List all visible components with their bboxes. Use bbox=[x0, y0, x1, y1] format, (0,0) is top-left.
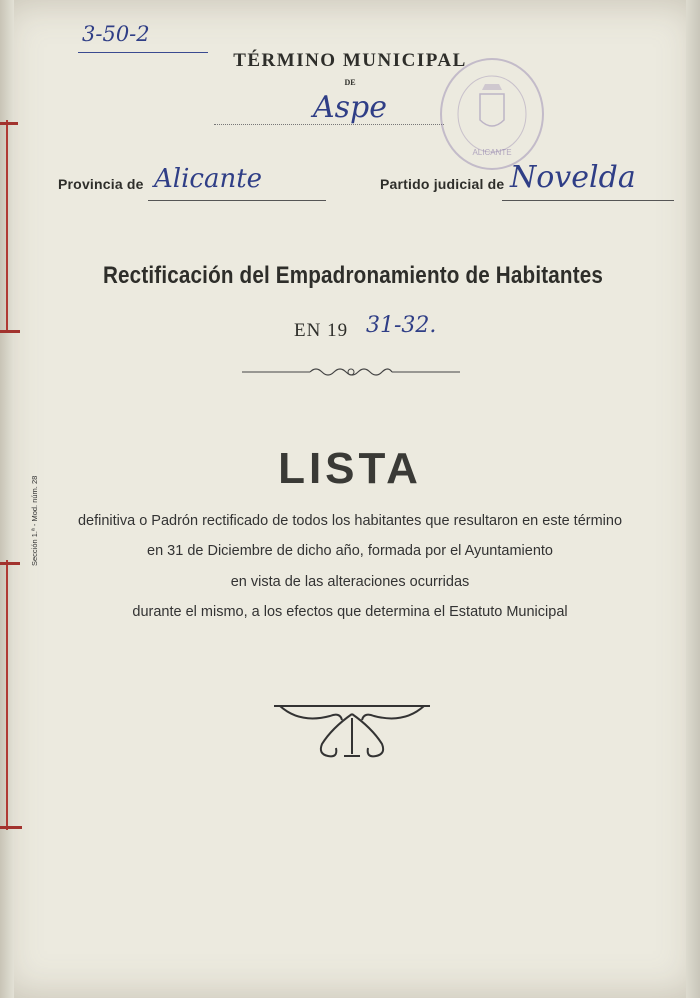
header-title: TÉRMINO MUNICIPAL bbox=[233, 50, 467, 71]
province-value: Alicante bbox=[154, 164, 263, 194]
municipality-dotted-line bbox=[214, 124, 444, 125]
province-label: Provincia de bbox=[58, 176, 144, 192]
district-label: Partido judicial de bbox=[380, 176, 505, 192]
binding-thread bbox=[6, 120, 8, 330]
header-de: DE bbox=[344, 78, 356, 87]
binding-stitch bbox=[0, 826, 22, 829]
municipal-seal-stamp bbox=[440, 58, 544, 170]
archive-code: 3-50-2 bbox=[82, 22, 150, 46]
main-title: Rectificación del Empadronamiento de Habitantes bbox=[102, 262, 604, 289]
list-title: LISTA bbox=[278, 444, 422, 493]
ornamental-divider-icon bbox=[240, 364, 462, 380]
stamp-label: ALICANTE bbox=[472, 148, 512, 157]
district-underline bbox=[502, 200, 674, 201]
district-value: Novelda bbox=[510, 160, 636, 195]
binding-thread bbox=[6, 560, 8, 830]
province-underline bbox=[148, 200, 326, 201]
binding-stitch bbox=[0, 330, 20, 333]
body-line-3: en vista de las alteraciones ocurridas bbox=[230, 574, 470, 590]
page-right-edge bbox=[686, 0, 700, 998]
bottom-ornament-icon bbox=[270, 700, 434, 764]
binding-stitch bbox=[0, 562, 20, 565]
binding-stitch bbox=[0, 122, 18, 125]
body-line-1: definitiva o Padrón rectificado de todos los habitantes que resultaron en este término bbox=[77, 513, 623, 529]
body-line-4: durante el mismo, a los efectos que determina el Estatuto Municipal bbox=[132, 604, 568, 620]
year-prefix: EN 19 bbox=[294, 320, 349, 341]
municipality-name: Aspe bbox=[312, 90, 388, 125]
year-value: 31-32. bbox=[366, 313, 437, 338]
side-form-number: Sección 1.ª - Mod. núm. 28 bbox=[30, 475, 39, 566]
body-line-2: en 31 de Diciembre de dicho año, formada por el Ayuntamiento bbox=[147, 543, 553, 559]
